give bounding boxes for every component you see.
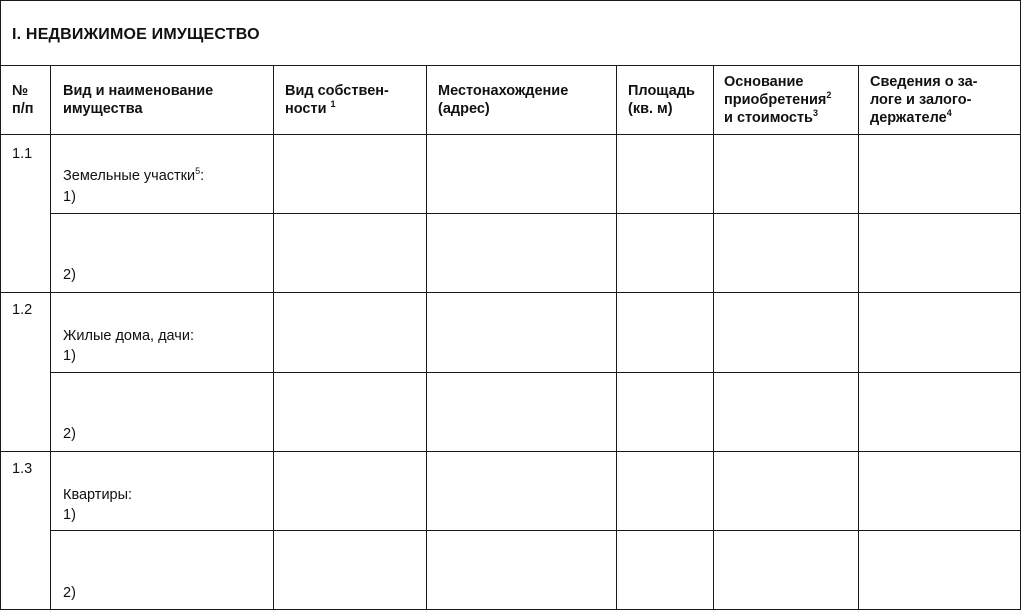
table-border-bottom (0, 609, 1021, 610)
row-separator (50, 213, 1021, 214)
section-title: I. НЕДВИЖИМОЕ ИМУЩЕСТВО (12, 26, 260, 43)
header-num-line2: п/п (12, 101, 34, 117)
header-area-line2: (кв. м) (628, 101, 673, 117)
header-type-line1: Вид и наименование (63, 83, 214, 99)
group-label: Квартиры: (63, 487, 133, 503)
row-separator (50, 530, 1021, 531)
table-border-left (0, 0, 1, 610)
column-divider (273, 65, 274, 610)
header-area-line1: Площадь (628, 83, 695, 99)
header-basis-line2: приобретения$^2$ (724, 90, 832, 108)
footnote-ref-4: 4 (946, 108, 952, 119)
header-pledge-line1: Сведения о за- (870, 74, 978, 90)
group-label: Жилые дома, дачи: (63, 328, 194, 344)
item-marker: 1) (63, 348, 76, 364)
group-separator (0, 451, 1021, 452)
column-divider (426, 65, 427, 610)
column-divider (616, 65, 617, 610)
row-separator (50, 372, 1021, 373)
footnote-ref-5: 5 (195, 166, 201, 177)
item-marker: 1) (63, 507, 76, 523)
header-separator (0, 134, 1021, 135)
header-type-line2: имущества (63, 101, 143, 117)
column-divider (713, 65, 714, 610)
column-divider (858, 65, 859, 610)
footnote-ref-2: 2 (826, 90, 832, 101)
item-marker: 1) (63, 189, 76, 205)
group-separator (0, 292, 1021, 293)
group-number: 1.3 (12, 461, 33, 477)
item-marker: 2) (63, 267, 76, 283)
header-location-line2: (адрес) (438, 101, 490, 117)
title-separator (0, 65, 1021, 66)
footnote-ref-3: 3 (812, 108, 818, 119)
column-divider (50, 65, 51, 610)
header-ownership-line2: ности $^1$ (285, 99, 336, 117)
item-marker: 2) (63, 585, 76, 601)
footnote-ref-1: 1 (330, 99, 336, 110)
header-num-line1: № (12, 83, 29, 99)
header-pledge-line2: логе и залого- (870, 92, 972, 108)
group-number: 1.1 (12, 146, 33, 162)
header-ownership-line1: Вид собствен- (285, 83, 389, 99)
header-pledge-line3: держателе$^4$ (870, 108, 952, 126)
item-marker: 2) (63, 426, 76, 442)
header-basis-line3: и стоимость$^3$ (724, 108, 818, 126)
header-basis-line1: Основание (724, 74, 804, 90)
header-location-line1: Местонахождение (438, 83, 569, 99)
table-border-top (0, 0, 1021, 1)
group-number: 1.2 (12, 302, 33, 318)
group-label: Земельные участки$^5$: (63, 166, 205, 184)
